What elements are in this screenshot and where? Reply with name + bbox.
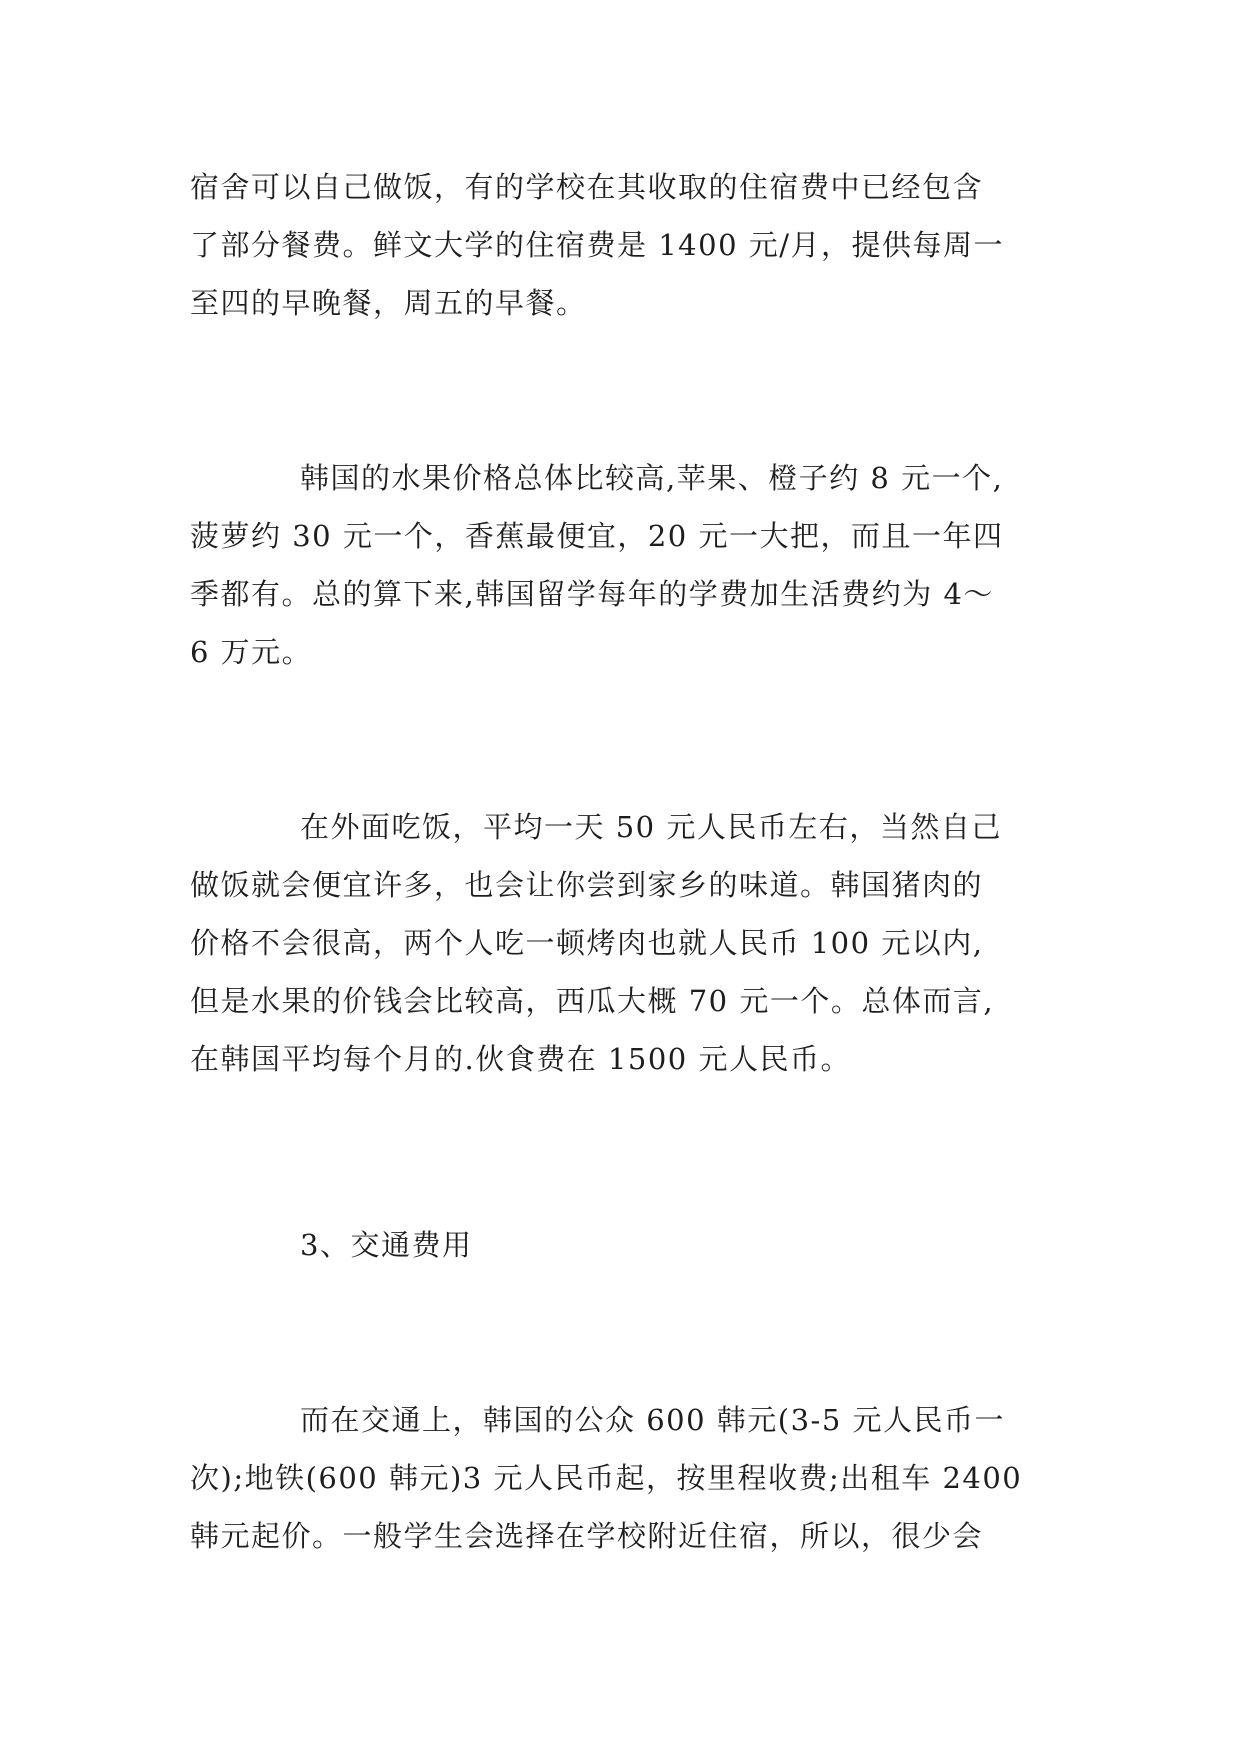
paragraph-fruit-prices	[190, 449, 1056, 681]
paragraph-dining-costs	[190, 798, 1056, 1088]
text-line: 至四的早晚餐，周五的早餐。	[190, 286, 587, 320]
section-heading-transport	[190, 1216, 1056, 1274]
section-heading: 3、交通费用	[300, 1228, 473, 1262]
paragraph-transport-costs	[190, 1391, 1056, 1565]
text-line: 韩国的水果价格总体比较高,苹果、橙子约 8 元一个,	[300, 461, 1004, 495]
text-line: 宿舍可以自己做饭，有的学校在其收取的住宿费中已经包含	[190, 170, 984, 204]
text-line: 而在交通上，韩国的公众 600 韩元(3-5 元人民币一	[300, 1403, 1006, 1437]
text-line: 次);地铁(600 韩元)3 元人民币起，按里程收费;出租车 2400	[190, 1461, 1023, 1495]
text-line: 季都有。总的算下来,韩国留学每年的学费加生活费约为 4～	[190, 577, 994, 611]
paragraph-accommodation-meals	[190, 158, 1056, 332]
text-line: 菠萝约 30 元一个，香蕉最便宜，20 元一大把，而且一年四	[190, 519, 1004, 553]
text-line: 价格不会很高，两个人吃一顿烤肉也就人民币 100 元以内,	[190, 926, 984, 960]
text-line: 但是水果的价钱会比较高，西瓜大概 70 元一个。总体而言,	[190, 984, 995, 1018]
text-line: 做饭就会便宜许多，也会让你尝到家乡的味道。韩国猪肉的	[190, 868, 984, 902]
text-line: 韩元起价。一般学生会选择在学校附近住宿，所以，很少会	[190, 1519, 984, 1553]
text-line: 在韩国平均每个月的.伙食费在 1500 元人民币。	[190, 1042, 851, 1076]
text-line: 了部分餐费。鲜文大学的住宿费是 1400 元/月，提供每周一	[190, 228, 1005, 262]
text-line: 在外面吃饭，平均一天 50 元人民币左右，当然自己	[300, 810, 1002, 844]
text-line: 6 万元。	[190, 635, 313, 669]
